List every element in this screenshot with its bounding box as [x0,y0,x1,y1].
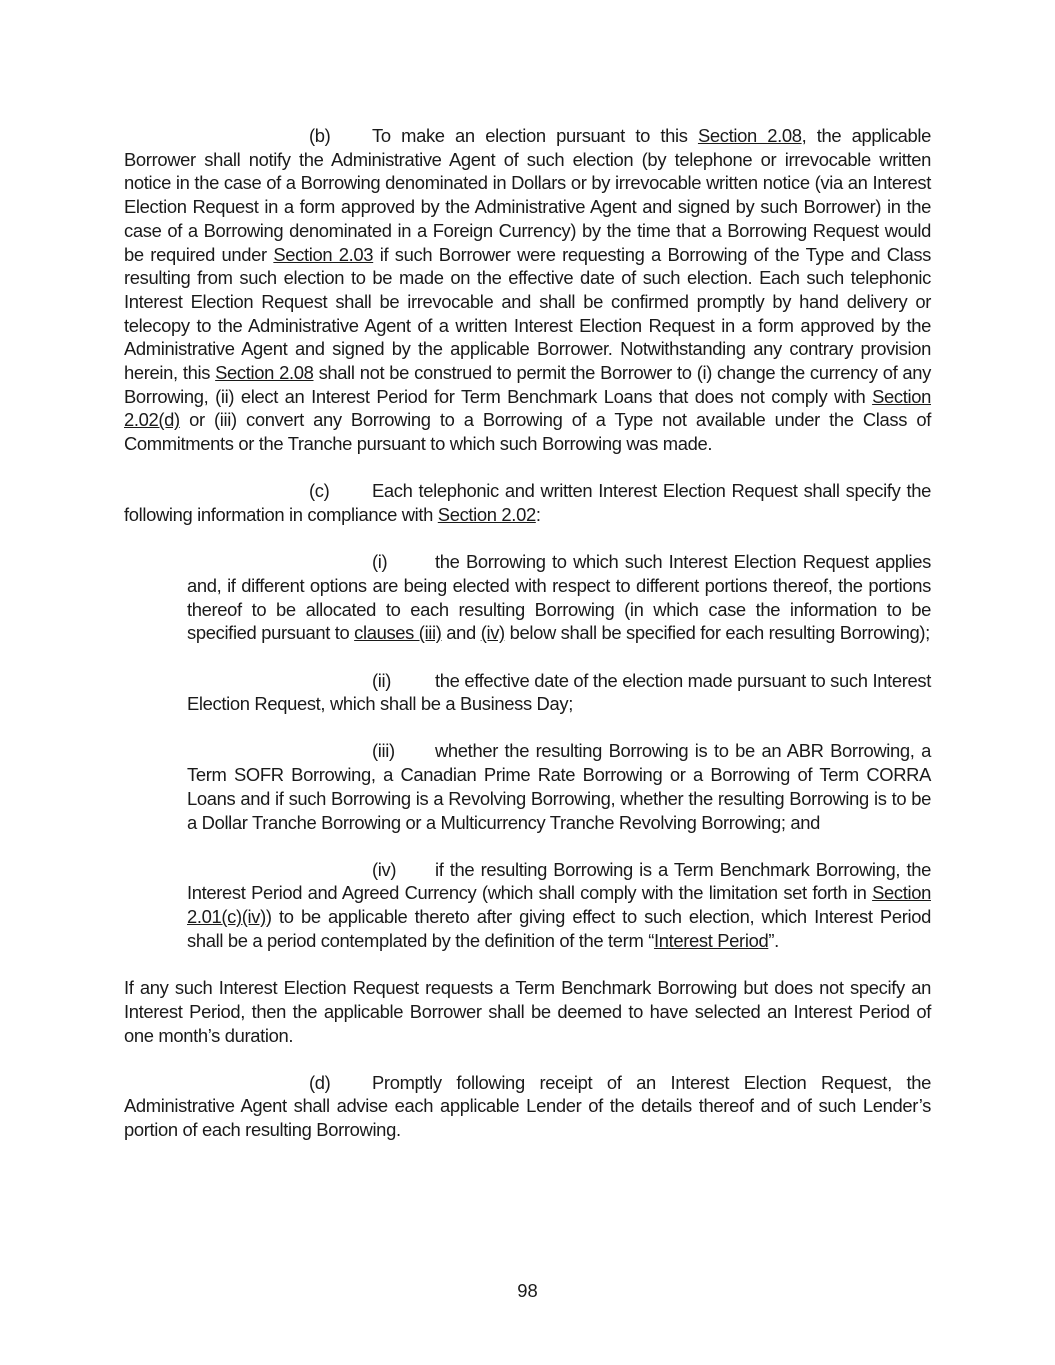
clause-reference-link[interactable]: clauses (iii) [354,622,442,644]
section-reference-link[interactable]: Section 2.08 [215,362,314,384]
paragraph-default-text: If any such Interest Election Request requests a Term Benchmark Borrowing but does not specify an Interest Period, then the applicable Borrower shall be deemed to have selected an Interest Period of one month’s duration. [124,977,931,1046]
paragraph-b-text-2: , the applicable Borrower shall notify the Administrative Agent of such election (by telephone or irrevocable written notice in the case of a Borrowing denominated in Dollars or by irrevocable written notice (via an Interest Election Request in a form approved by the Administrative Agent and signed by such Borrower) in the case of a Borrowing denominated in a Foreign Currency) by the time that a Borrowing Request would be required under [124,125,931,265]
section-reference-link[interactable]: Section 2.08 [697,125,802,146]
clause-iv-text-3: ”. [768,929,779,951]
clause-ii [187,669,931,716]
clause-iii-label: (iii) [372,740,395,762]
paragraph-c-label: (c) [309,480,330,502]
clause-iv [187,858,931,953]
clause-i-text-1: the Borrowing to which such Interest Election Request applies and, if different options are being elected with respect to different portions thereof, the portions thereof to be allocated to each resulting Borrowing (in which case the information to be specified pursuant to [187,551,931,644]
section-reference-link[interactable]: Section 2.03 [273,243,374,265]
paragraph-b-text-1: To make an election pursuant to this [372,125,698,146]
clause-i-label: (i) [372,551,388,573]
paragraph-b [124,124,931,456]
paragraph-b-text-3: if such Borrower were requesting a Borrowing of the Type and Class resulting from such election to be made on the effective date of such election. Each such telephonic Interest Election Request shall be irrevocable and shall be confirmed promptly by hand delivery or telecopy to the Administrative Agent of a written Interest Election Request in a form approved by the Administrative Agent and signed by the applicable Borrower. Notwithstanding any contrary provision herein, this [124,243,932,384]
clause-i-text-3: below shall be specified for each resulting Borrowing); [504,622,930,644]
paragraph-d [124,1071,931,1142]
clause-iv-text-1: if the resulting Borrowing is a Term Benchmark Borrowing, the Interest Period and Agreed Currency (which shall comply with the limitation set forth in [187,858,931,904]
clause-reference-link[interactable]: (iv) [480,622,505,644]
clause-iv-text-2: ) to be applicable thereto after giving effect to such election, which Interest Period shall be a period contemplated by the definition of the term “ [187,906,931,951]
clause-ii-text: the effective date of the election made pursuant to such Interest Election Request, which shall be a Business Day; [187,669,931,715]
paragraph-b-text-5: or (iii) convert any Borrowing to a Borrowing of a Type not available under the Class of Commitments or the Tranche pursuant to which such Borrowing was made. [124,409,931,455]
clause-iii-text: whether the resulting Borrowing is to be an ABR Borrowing, a Term SOFR Borrowing, a Canadian Prime Rate Borrowing or a Borrowing of Term CORRA Loans and if such Borrowing is a Revolving Borrowing, whether the resulting Borrowing is to be a Dollar Tranche Borrowing or a Multicurrency Tranche Revolving Borrowing; and [187,740,931,833]
definition-reference-link[interactable]: Interest Period [653,929,769,951]
clause-i [187,550,931,645]
paragraph-b-text-4: shall not be construed to permit the Borrower to (i) change the currency of any Borrowing, (ii) elect an Interest Period for Term Benchmark Loans that does not comply with [124,362,932,407]
paragraph-c-text-2: : [535,504,541,526]
clause-i-text-2: and [441,622,481,644]
section-reference-link[interactable]: Section 2.02 [437,504,536,526]
paragraph-d-text: Promptly following receipt of an Interest Election Request, the Administrative Agent shall advise each applicable Lender of the details thereof and of such Lender’s portion of each resulting Borrowing. [124,1071,931,1141]
paragraph-b-label: (b) [309,125,331,146]
paragraph-default-interest-period [124,976,931,1047]
clause-ii-label: (ii) [372,669,392,691]
document-page [124,124,931,1165]
paragraph-d-label: (d) [309,1071,331,1093]
section-reference-link[interactable]: Section 2.02(d) [124,385,931,431]
page-number: 98 [517,1280,538,1301]
clause-iii [187,739,931,834]
clause-iv-label: (iv) [372,858,397,880]
section-reference-link[interactable]: Section 2.01(c)(iv) [187,882,931,928]
paragraph-c [124,479,931,526]
paragraph-c-text-1: Each telephonic and written Interest Election Request shall specify the following information in compliance with [124,480,931,526]
